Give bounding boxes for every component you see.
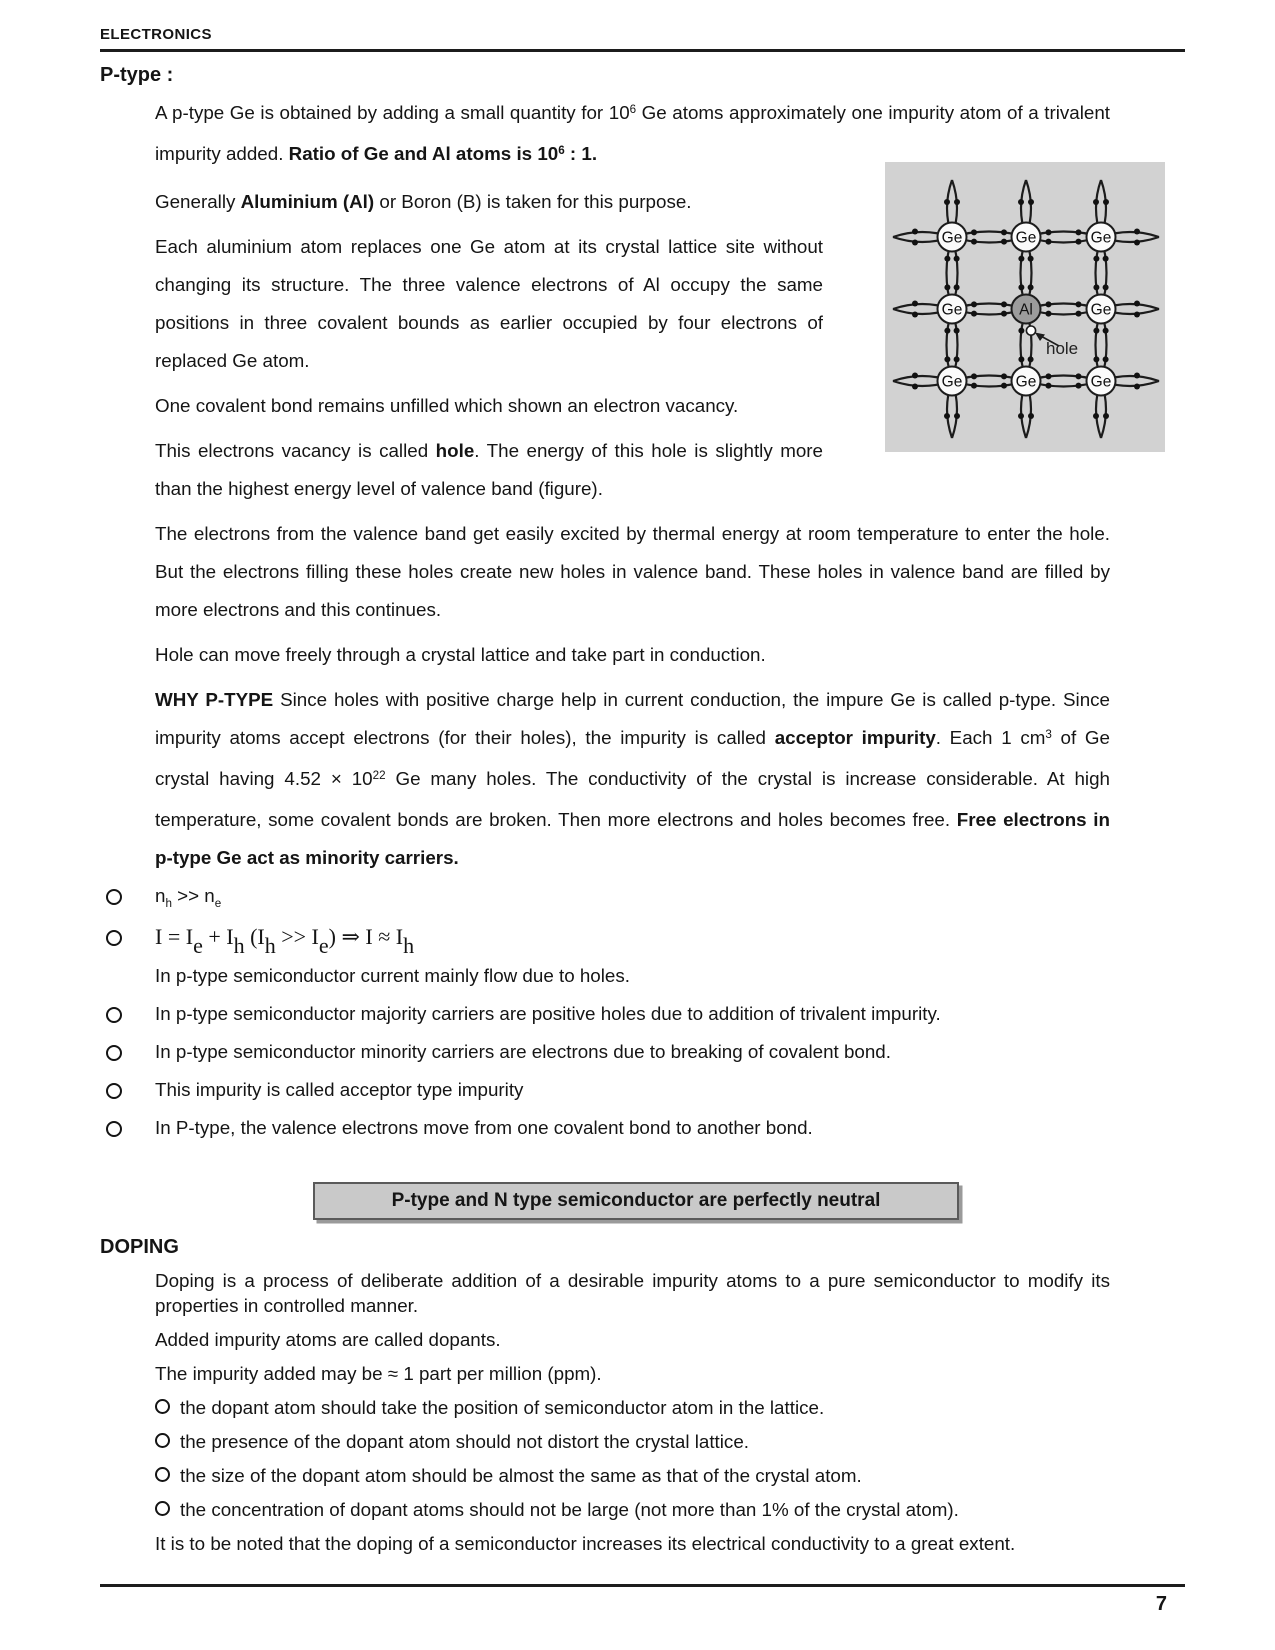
neutral-note-box	[313, 1182, 959, 1220]
electron-dot	[1076, 301, 1082, 307]
text-run: Since holes with positive charge help in current conduction, the impure Ge is called p-type. Since impurity atoms accept electrons (for their holes), the impurity is called	[155, 689, 1110, 748]
electron-dot	[944, 413, 950, 419]
text-run: P-type and N type semiconductor are perfectly neutral	[391, 1190, 881, 1211]
electron-dot	[1001, 229, 1007, 235]
doping-bullet-concentration	[100, 1497, 1110, 1522]
electron-dot	[1028, 284, 1034, 290]
bullet-majority-text	[155, 995, 1110, 1033]
electron-dot	[912, 312, 918, 318]
electron-dot	[1093, 284, 1099, 290]
electron-dot	[1093, 199, 1099, 205]
text-run: A p-type Ge is obtained by adding a small quantity for 10	[155, 102, 630, 123]
electron-dot	[954, 328, 960, 334]
text-run: In P-type, the valence electrons move from one covalent bond to another bond.	[155, 1117, 813, 1138]
bullet-minority-text	[155, 1033, 1110, 1071]
electron-dot	[1103, 356, 1109, 362]
paragraph-doping-note	[100, 1531, 1110, 1556]
bullet-valence-text	[155, 1109, 1110, 1147]
electron-dot	[971, 229, 977, 235]
text-run: 3	[1045, 727, 1052, 741]
electron-dot	[944, 199, 950, 205]
text-run: >> n	[171, 885, 215, 906]
electron-dot	[1028, 199, 1034, 205]
electron-dot	[1018, 256, 1024, 262]
doping-bullet-size-text	[180, 1465, 862, 1486]
electron-dot	[1076, 229, 1082, 235]
electron-dot	[944, 328, 950, 334]
bullet-minority-carriers	[100, 1033, 1110, 1071]
text-run: n	[155, 885, 166, 906]
electron-dot	[1093, 256, 1099, 262]
electron-dot	[1103, 328, 1109, 334]
doping-bullet-position-text	[180, 1397, 824, 1418]
text-run: . Each 1 cm	[935, 727, 1046, 748]
paragraph-current-flow	[100, 957, 1110, 995]
bullet-formula-text	[155, 918, 1110, 957]
electron-dot	[1001, 383, 1007, 389]
electron-dot	[912, 373, 918, 379]
text-run: e	[193, 933, 203, 959]
text-run: hole	[435, 440, 475, 461]
electron-dot	[954, 284, 960, 290]
text-run: >> I	[275, 924, 319, 949]
electron-dot	[1001, 373, 1007, 379]
electron-dot	[1046, 239, 1052, 245]
electron-dot	[1076, 383, 1082, 389]
header-rule	[100, 49, 1185, 52]
text-run: ) ⇒ I ≈ I	[328, 924, 404, 949]
electron-dot	[971, 311, 977, 317]
text-run: : 1.	[564, 143, 598, 164]
electron-dot	[1134, 301, 1140, 307]
atom-label: Ge	[1090, 301, 1112, 319]
hole-circle	[1026, 326, 1035, 335]
bullet-circle-icon	[106, 930, 122, 946]
electron-dot	[1046, 229, 1052, 235]
electron-dot	[1018, 356, 1024, 362]
atom-label: Ge	[1015, 229, 1037, 247]
text-run: P-type :	[100, 64, 174, 86]
text-run: of Ge crystal having 4.52 × 10	[155, 727, 1110, 789]
bullet-circle-icon	[106, 1045, 122, 1061]
hole-label: hole	[1046, 339, 1079, 358]
bullet-circle-icon	[155, 1467, 170, 1482]
doping-bullet-distort	[100, 1429, 1110, 1454]
electron-dot	[1093, 356, 1099, 362]
text-run: h	[264, 933, 276, 959]
bullet-circle-icon	[155, 1399, 170, 1414]
text-run: Generally	[155, 191, 241, 212]
electron-dot	[1028, 356, 1034, 362]
text-run: Hole can move freely through a crystal lattice and take part in conduction.	[155, 644, 766, 665]
electron-dot	[1018, 413, 1024, 419]
bullet-current-formula	[100, 918, 1110, 957]
text-run: In p-type semiconductor majority carriers are positive holes due to addition of trivalent impurity.	[155, 1003, 941, 1024]
text-run: This electrons vacancy is called	[155, 440, 436, 461]
heading-doping	[100, 1236, 1110, 1259]
text-run: In p-type semiconductor minority carriers are electrons due to breaking of covalent bond.	[155, 1041, 891, 1062]
atom-label: Ge	[1090, 373, 1112, 391]
doping-bullet-position	[100, 1395, 1110, 1420]
electron-dot	[1001, 301, 1007, 307]
text-run: . The energy of this hole is slightly more than the highest energy level of valence band (figure).	[155, 440, 824, 499]
paragraph-doping-definition	[100, 1268, 1110, 1318]
electron-dot	[1046, 301, 1052, 307]
electron-dot	[1001, 311, 1007, 317]
bullet-circle-icon	[106, 1083, 122, 1099]
electron-dot	[1093, 328, 1099, 334]
text-run: or Boron (B) is taken for this purpose.	[374, 191, 692, 212]
electron-dot	[971, 373, 977, 379]
paragraph-ppm	[100, 1361, 1110, 1386]
bullet-nh-ne-text	[155, 877, 1110, 918]
text-run: Doping is a process of deliberate addition of a desirable impurity atoms to a pure semiconductor to modify its properties in controlled manner.	[155, 1270, 1110, 1316]
electron-dot	[1046, 373, 1052, 379]
text-run: h	[403, 933, 415, 959]
text-run: the size of the dopant atom should be almost the same as that of the crystal atom.	[180, 1465, 862, 1486]
atom-label: Ge	[1015, 373, 1037, 391]
text-run: The impurity added may be ≈ 1 part per million (ppm).	[155, 1363, 602, 1384]
electron-dot	[1076, 373, 1082, 379]
text-run: 6	[629, 102, 637, 116]
crystal-lattice-figure	[885, 162, 1165, 452]
electron-dot	[912, 229, 918, 235]
text-run: One covalent bond remains unfilled which shown an electron vacancy.	[155, 395, 739, 416]
bullet-circle-icon	[155, 1433, 170, 1448]
text-run: Ratio of Ge and Al atoms is 10	[288, 143, 559, 164]
electron-dot	[1134, 240, 1140, 246]
electron-dot	[1103, 284, 1109, 290]
electron-dot	[1076, 311, 1082, 317]
doping-bullet-size	[100, 1463, 1110, 1488]
doping-bullet-distort-text	[180, 1431, 749, 1452]
text-run: In p-type semiconductor current mainly flow due to holes.	[155, 965, 630, 986]
bullet-acceptor-text	[155, 1071, 1110, 1109]
electron-dot	[1018, 328, 1024, 334]
doping-bullet-concentration-text	[180, 1499, 959, 1520]
electron-dot	[971, 239, 977, 245]
paragraph-why-p-type	[100, 681, 1110, 877]
electron-dot	[944, 284, 950, 290]
bullet-circle-icon	[155, 1501, 170, 1516]
electron-dot	[912, 301, 918, 307]
text-run: Added impurity atoms are called dopants.	[155, 1329, 501, 1350]
electron-dot	[954, 356, 960, 362]
bullet-circle-icon	[106, 1121, 122, 1137]
electron-dot	[954, 413, 960, 419]
atom-label: Ge	[941, 229, 963, 247]
bullet-circle-icon	[106, 889, 122, 905]
text-run: It is to be noted that the doping of a semiconductor increases its electrical conductivity to a great extent.	[155, 1533, 1016, 1554]
text-run: acceptor impurity	[774, 727, 936, 748]
text-run: e	[318, 933, 329, 959]
page-number: 7	[1155, 1593, 1167, 1615]
paragraph-valence-band	[100, 515, 1110, 629]
text-run: Each aluminium atom replaces one Ge atom at its crystal lattice site without changing its structure. The three valence electrons of Al occupy the same positions in three covalent bounds as earlier occupied by four electrons of replaced Ge atom.	[155, 236, 823, 371]
page-content	[100, 64, 1110, 1556]
bullet-acceptor-impurity	[100, 1071, 1110, 1109]
text-run: Ge many holes. The conductivity of the crystal is increase considerable. At high temperature, some covalent bonds are broken. Then more electrons and holes becomes free.	[155, 768, 1110, 830]
electron-dot	[912, 384, 918, 390]
electron-dot	[1001, 239, 1007, 245]
text-run: Aluminium (Al)	[240, 191, 375, 212]
text-run: (I	[244, 924, 265, 949]
electron-dot	[1134, 312, 1140, 318]
heading-p-type	[100, 64, 1110, 87]
bullet-nh-ne	[100, 877, 1110, 918]
text-run: The electrons from the valence band get easily excited by thermal energy at room temperature to enter the hole. But the electrons filling these holes create new holes in valence band. These holes in valence band are filled by more electrons and this continues.	[155, 523, 1110, 620]
electron-dot	[954, 256, 960, 262]
electron-dot	[944, 256, 950, 262]
electron-dot	[1134, 229, 1140, 235]
electron-dot	[971, 383, 977, 389]
text-run: e	[214, 896, 222, 910]
atom-label: Ge	[941, 373, 963, 391]
electron-dot	[1103, 199, 1109, 205]
electron-dot	[1046, 383, 1052, 389]
atom-label: Al	[1019, 301, 1033, 319]
electron-dot	[954, 199, 960, 205]
electron-dot	[1028, 413, 1034, 419]
text-run: DOPING	[100, 1236, 179, 1258]
electron-dot	[1103, 413, 1109, 419]
text-run: + I	[202, 924, 234, 949]
electron-dot	[912, 240, 918, 246]
text-run: the concentration of dopant atoms should not be large (not more than 1% of the crystal atom).	[180, 1499, 959, 1520]
atom-label: Ge	[941, 301, 963, 319]
atom-label: Ge	[1090, 229, 1112, 247]
crystal-lattice-svg	[885, 162, 1165, 452]
electron-dot	[1018, 199, 1024, 205]
page-header	[0, 0, 1275, 52]
electron-dot	[1134, 384, 1140, 390]
electron-dot	[1076, 239, 1082, 245]
electron-dot	[1028, 256, 1034, 262]
text-run: This impurity is called acceptor type impurity	[155, 1079, 524, 1100]
electron-dot	[944, 356, 950, 362]
page-footer	[100, 1584, 1185, 1616]
electron-dot	[1046, 311, 1052, 317]
bullet-circle-icon	[106, 1007, 122, 1023]
text-run: the dopant atom should take the position of semiconductor atom in the lattice.	[180, 1397, 825, 1418]
electron-dot	[1018, 284, 1024, 290]
text-run: h	[233, 933, 245, 959]
text-run: Ge atoms approximately one impurity atom of a trivalent impurity added.	[155, 102, 1110, 164]
text-run: h	[165, 896, 172, 910]
electron-dot	[1093, 413, 1099, 419]
bullet-valence-move	[100, 1109, 1110, 1147]
text-run: I = I	[155, 924, 194, 949]
text-run: Free electrons in p-type Ge act as minority carriers.	[155, 809, 1110, 868]
text-run: the presence of the dopant atom should not distort the crystal lattice.	[180, 1431, 749, 1452]
text-run: WHY P-TYPE	[155, 689, 274, 710]
bullet-majority-carriers	[100, 995, 1110, 1033]
electron-dot	[1134, 373, 1140, 379]
electron-dot	[971, 301, 977, 307]
page-header-title: ELECTRONICS	[100, 26, 212, 43]
text-run: 22	[372, 768, 386, 782]
paragraph-hole-moves	[100, 636, 1110, 674]
electron-dot	[1103, 256, 1109, 262]
text-run: 6	[558, 143, 565, 157]
paragraph-dopants	[100, 1327, 1110, 1352]
